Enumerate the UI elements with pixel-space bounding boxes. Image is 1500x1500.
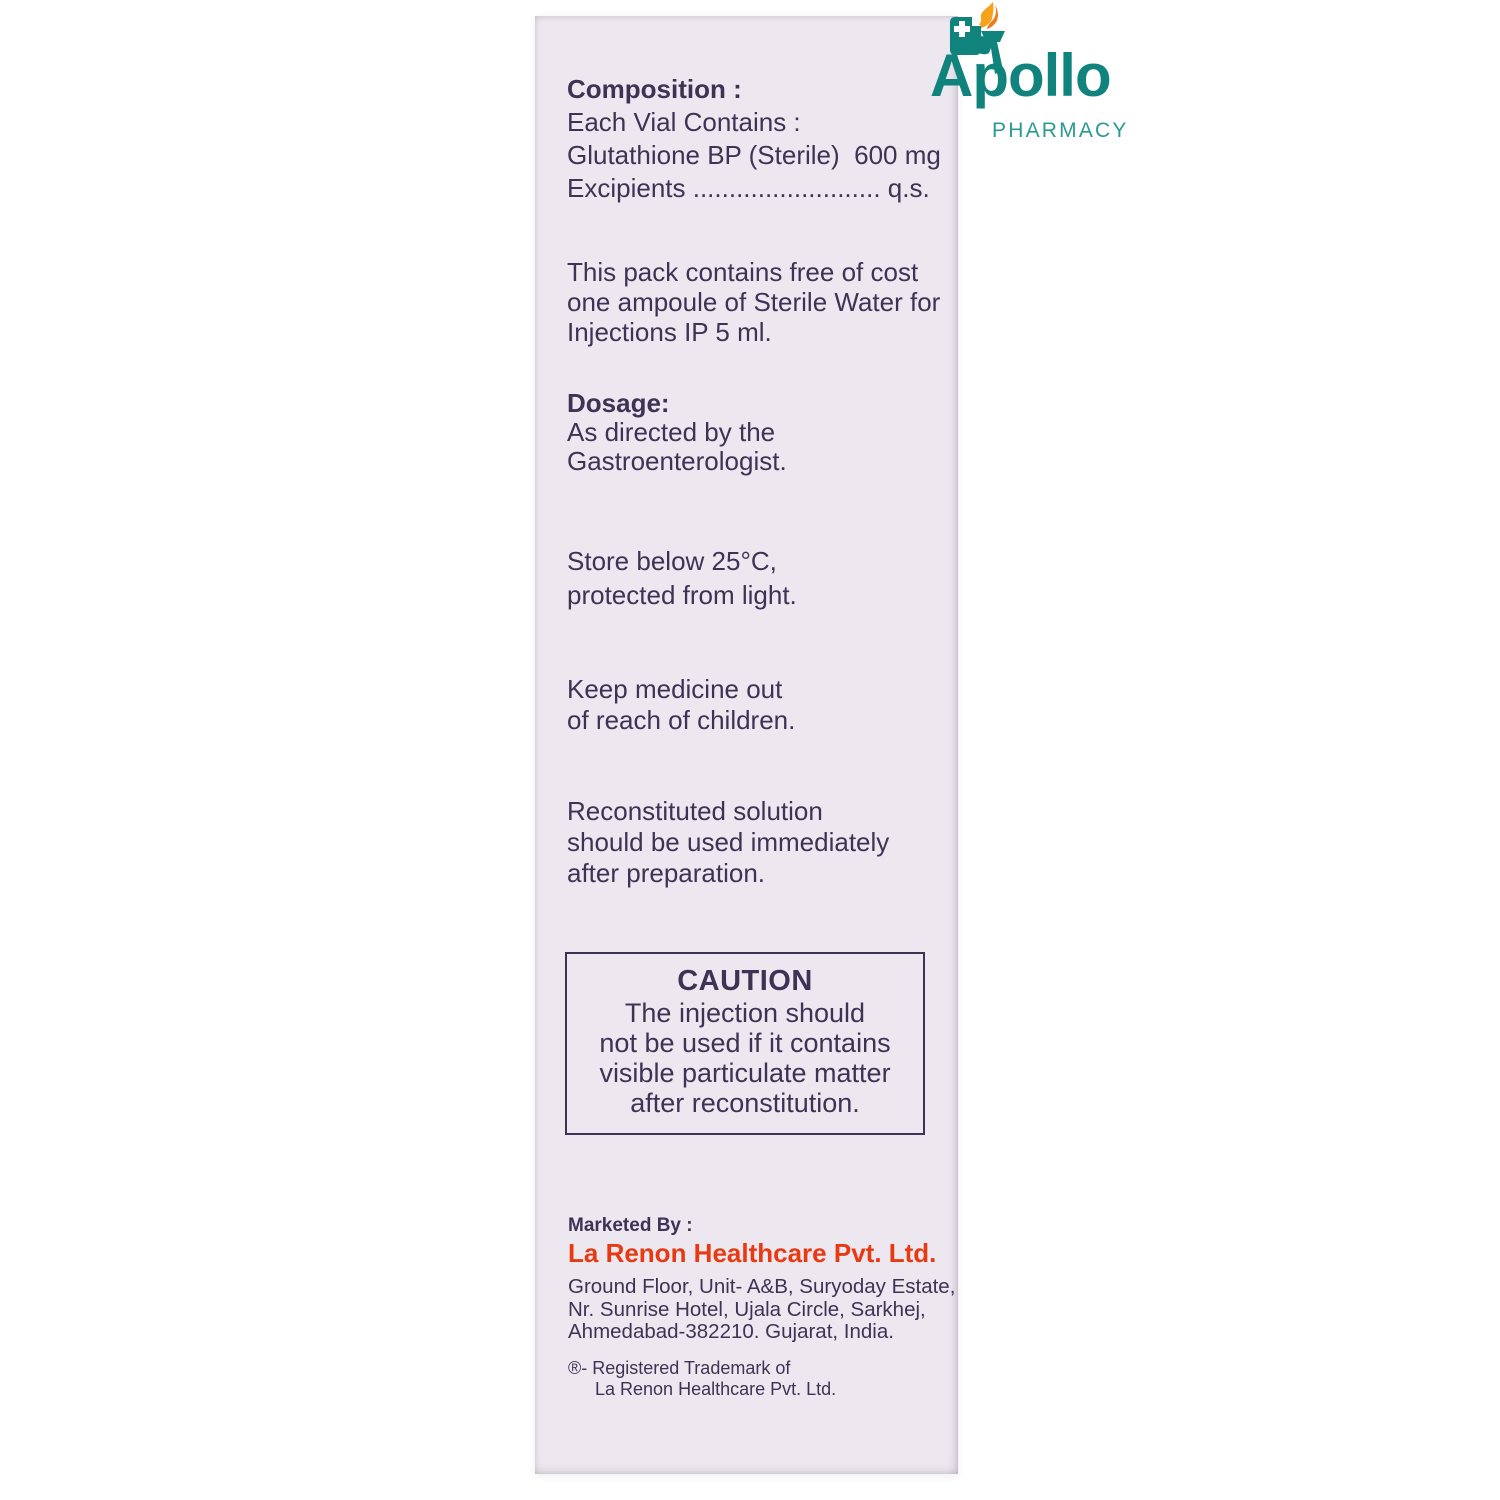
- dosage-line: Gastroenterologist.: [567, 446, 787, 476]
- warning-line: of reach of children.: [567, 705, 796, 735]
- dosage-heading: Dosage:: [567, 388, 670, 418]
- caution-line: visible particulate matter: [599, 1058, 891, 1088]
- registered-trademark-note: [568, 1358, 955, 1400]
- caution-line: not be used if it contains: [599, 1028, 891, 1058]
- company-address: [568, 1276, 955, 1344]
- storage-line: protected from light.: [567, 580, 797, 610]
- dosage-section: [567, 389, 787, 476]
- caution-line: The injection should: [624, 998, 866, 1028]
- composition-line: Excipients .......................... q.s.: [567, 173, 930, 203]
- caution-heading: CAUTION: [677, 965, 813, 997]
- note-line: This pack contains free of cost: [567, 257, 919, 287]
- composition-line: Each Vial Contains :: [567, 107, 801, 137]
- medicine-carton-panel: [535, 16, 958, 1474]
- apollo-pharmacy-logo: [928, 0, 1153, 152]
- storage-instructions: [567, 544, 797, 612]
- address-line: Nr. Sunrise Hotel, Ujala Circle, Sarkhej,: [568, 1297, 926, 1321]
- caution-line: after reconstitution.: [630, 1088, 860, 1118]
- keep-away-warning: [567, 674, 795, 736]
- brand-name: Apollo: [930, 42, 1111, 109]
- note-line: one ampoule of Sterile Water for: [567, 287, 941, 317]
- brand-subtitle: PHARMACY: [992, 119, 1129, 142]
- company-name: La Renon Healthcare Pvt. Ltd.: [568, 1238, 937, 1268]
- composition-section: [567, 73, 941, 205]
- storage-line: Store below 25°C,: [567, 546, 777, 576]
- recon-line: Reconstituted solution: [567, 796, 823, 826]
- marketing-block: [568, 1215, 955, 1400]
- marketed-by-label: Marketed By :: [568, 1215, 693, 1236]
- note-line: Injections IP 5 ml.: [567, 317, 772, 347]
- trademark-line: ®- Registered Trademark of: [568, 1357, 791, 1378]
- warning-line: Keep medicine out: [567, 674, 783, 704]
- recon-line: after preparation.: [567, 858, 766, 888]
- composition-heading: Composition :: [567, 74, 742, 104]
- dosage-line: As directed by the: [567, 417, 776, 447]
- caution-box: [565, 952, 925, 1135]
- free-ampoule-note: [567, 257, 940, 347]
- composition-line: Glutathione BP (Sterile) 600 mg: [567, 140, 941, 170]
- address-line: Ahmedabad-382210. Gujarat, India.: [568, 1320, 894, 1343]
- reconstitution-note: [567, 796, 889, 889]
- recon-line: should be used immediately: [567, 827, 890, 857]
- address-line: Ground Floor, Unit- A&B, Suryoday Estate,: [568, 1275, 956, 1298]
- trademark-line: La Renon Healthcare Pvt. Ltd.: [595, 1378, 837, 1399]
